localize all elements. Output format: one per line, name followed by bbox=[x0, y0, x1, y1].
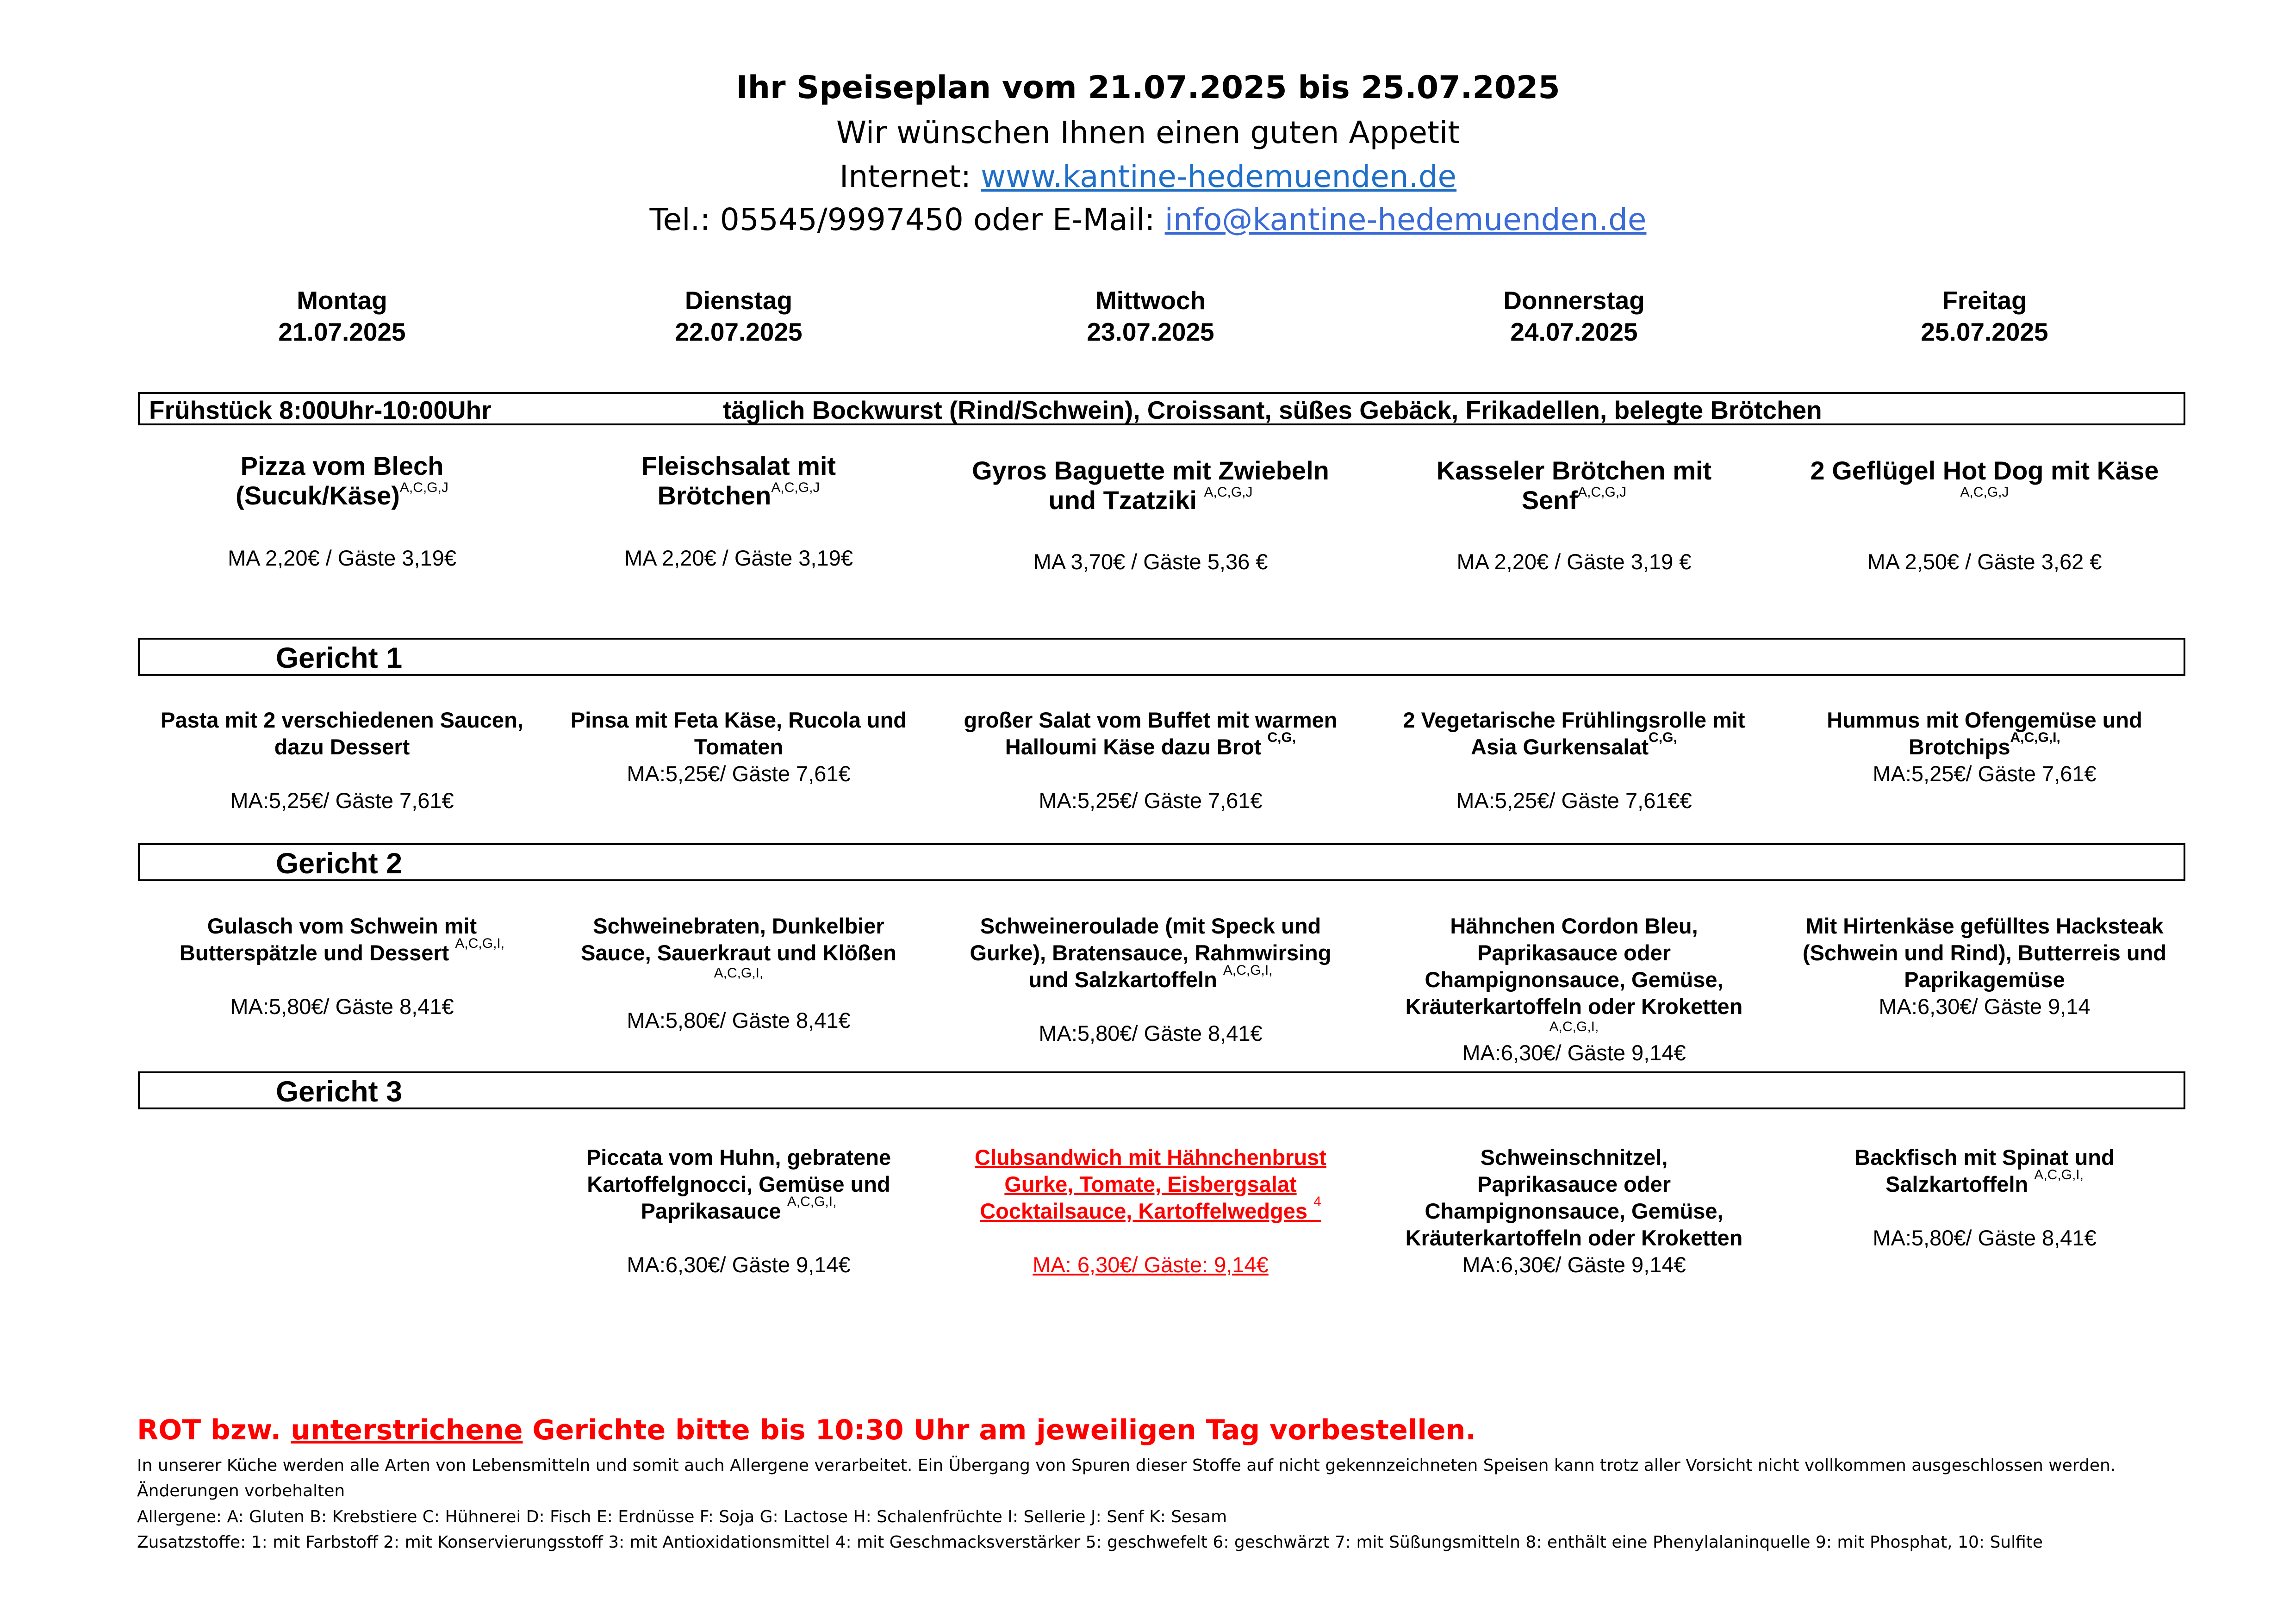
dish-line: Gurke), Bratensauce, Rahmwirsing bbox=[970, 940, 1332, 965]
day-date: 21.07.2025 bbox=[278, 317, 406, 346]
breakfast-label: Frühstück 8:00Uhr-10:00Uhr bbox=[149, 396, 492, 424]
price: MA:6,30€/ Gäste 9,14 bbox=[1879, 994, 2091, 1019]
dish-line: dazu Dessert bbox=[274, 734, 410, 759]
price: MA 2,20€ / Gäste 3,19 € bbox=[1456, 549, 1692, 574]
gericht-1-wednesday bbox=[947, 707, 1354, 814]
section-label: Gericht 1 bbox=[276, 642, 403, 674]
gericht-3-friday bbox=[1781, 1144, 2188, 1251]
gericht-2-bar bbox=[138, 843, 2185, 881]
allergen-codes: A,C,G,I, bbox=[714, 965, 764, 981]
dish-line: und Tzatziki bbox=[1048, 485, 1204, 515]
dish-line: Cocktailsauce, Kartoffelwedges bbox=[980, 1199, 1314, 1223]
gericht-1-tuesday bbox=[535, 707, 942, 787]
breakfast-text: täglich Bockwurst (Rind/Schwein), Croissant, süßes Gebäck, Frikadellen, belegte Brötchen bbox=[723, 396, 1822, 424]
dish-line: Clubsandwich mit Hähnchenbrust bbox=[975, 1145, 1326, 1170]
dish-line: Hähnchen Cordon Bleu, bbox=[1450, 914, 1698, 938]
allergen-codes: C,G, bbox=[1267, 730, 1296, 745]
price: MA:5,80€/ Gäste 8,41€ bbox=[1039, 1021, 1263, 1045]
allergen-codes: A,C,G,I, bbox=[2010, 730, 2060, 745]
dish-line: Champignonsauce, Gemüse, bbox=[1425, 1199, 1724, 1223]
dish-line: Tomaten bbox=[694, 734, 784, 759]
section-label: Gericht 2 bbox=[276, 847, 403, 880]
breakfast-bar bbox=[138, 392, 2185, 425]
gericht-2-monday bbox=[138, 913, 546, 1020]
dish-line: Schweinebraten, Dunkelbier bbox=[593, 914, 884, 938]
note-text: ROT bzw. bbox=[137, 1414, 291, 1446]
dish-line: Pizza vom Blech bbox=[240, 451, 444, 480]
allergen-codes: A,C,G,I, bbox=[1549, 1019, 1599, 1034]
dish-line: Piccata vom Huhn, gebratene bbox=[586, 1145, 891, 1170]
price: MA:5,80€/ Gäste 8,41€ bbox=[1873, 1226, 2097, 1250]
price: MA:5,25€/ Gäste 7,61€ bbox=[627, 761, 851, 786]
dish-line: Paprikasauce bbox=[641, 1199, 787, 1223]
changes-note: Änderungen vorbehalten bbox=[137, 1481, 345, 1500]
allergen-codes: C,G, bbox=[1649, 730, 1677, 745]
dish-line: Butterspätzle und Dessert bbox=[179, 940, 455, 965]
allergen-codes: A,C,G,J bbox=[1578, 485, 1627, 500]
dish-line: 2 Geflügel Hot Dog mit Käse bbox=[1810, 456, 2159, 485]
breakfast-item-friday bbox=[1781, 456, 2188, 515]
dish-line: Kräuterkartoffeln oder Kroketten bbox=[1405, 994, 1743, 1019]
dish-line: Sauce, Sauerkraut und Klößen bbox=[581, 940, 896, 965]
page-title: Ihr Speiseplan vom 21.07.2025 bis 25.07.2025 bbox=[736, 69, 1560, 106]
breakfast-item-wednesday bbox=[947, 456, 1354, 515]
day-name: Freitag bbox=[1942, 286, 2027, 315]
dish-line: Asia Gurkensalat bbox=[1471, 734, 1649, 759]
breakfast-item-monday bbox=[138, 451, 546, 510]
note-text: Gerichte bitte bis 10:30 Uhr am jeweiligen Tag vorbestellen. bbox=[523, 1414, 1476, 1446]
price: MA:5,25€/ Gäste 7,61€ bbox=[1873, 761, 2097, 786]
dish-line: Halloumi Käse dazu Brot bbox=[1005, 734, 1268, 759]
dish-line: Kasseler Brötchen mit bbox=[1436, 456, 1712, 485]
price: MA:6,30€/ Gäste 9,14€ bbox=[1462, 1040, 1686, 1065]
gericht-2-tuesday bbox=[535, 913, 942, 1034]
dish-line: Paprikasauce oder bbox=[1477, 1172, 1671, 1196]
additive-code: 4 bbox=[1313, 1194, 1321, 1209]
price: MA:6,30€/ Gäste 9,14€ bbox=[1462, 1252, 1686, 1277]
website-link[interactable]: www.kantine-hedemuenden.de bbox=[981, 159, 1457, 194]
gericht-2-wednesday bbox=[947, 913, 1354, 1047]
dish-line: und Salzkartoffeln bbox=[1028, 967, 1223, 992]
dish-line: Kräuterkartoffeln oder Kroketten bbox=[1405, 1226, 1743, 1250]
price: MA 3,70€ / Gäste 5,36 € bbox=[1033, 549, 1268, 574]
dish-line: großer Salat vom Buffet mit warmen bbox=[964, 708, 1338, 732]
allergen-codes: A,C,G,J bbox=[1204, 485, 1253, 500]
allergen-codes: A,C,G,I, bbox=[455, 936, 505, 951]
preorder-note bbox=[137, 1414, 1476, 1446]
dish-line: Pinsa mit Feta Käse, Rucola und bbox=[570, 708, 907, 732]
dish-line: Backfisch mit Spinat und bbox=[1854, 1145, 2115, 1170]
day-date: 23.07.2025 bbox=[1087, 317, 1214, 346]
day-header-tuesday bbox=[535, 285, 942, 348]
day-date: 22.07.2025 bbox=[675, 317, 803, 346]
day-header-monday bbox=[138, 285, 546, 348]
allergen-legend: Allergene: A: Gluten B: Krebstiere C: Hühnerei D: Fisch E: Erdnüsse F: Soja G: Lactose H: Schalenfrüchte I: Sellerie J: Senf K: Sesam bbox=[137, 1507, 1227, 1526]
gericht-1-friday bbox=[1781, 707, 2188, 787]
gericht-1-thursday bbox=[1370, 707, 1778, 814]
dish-line: Paprikasauce oder bbox=[1477, 940, 1671, 965]
allergen-codes: A,C,G,I, bbox=[2034, 1167, 2084, 1182]
allergen-codes: A,C,G,I, bbox=[787, 1194, 837, 1209]
gericht-2-friday bbox=[1781, 913, 2188, 1020]
dish-line: Salzkartoffeln bbox=[1885, 1172, 2035, 1196]
dish-line: Gurke, Tomate, Eisbergsalat bbox=[1004, 1172, 1297, 1196]
day-header-thursday bbox=[1370, 285, 1778, 348]
gericht-1-monday bbox=[138, 707, 546, 814]
internet-label: Internet: bbox=[839, 159, 981, 194]
gericht-3-tuesday bbox=[535, 1144, 942, 1278]
dish-line: Gyros Baguette mit Zwiebeln bbox=[972, 456, 1329, 485]
dish-line: Pasta mit 2 verschiedenen Saucen, bbox=[161, 708, 523, 732]
day-date: 24.07.2025 bbox=[1510, 317, 1638, 346]
dish-line: Brotchips bbox=[1909, 734, 2010, 759]
dish-line: Fleischsalat mit bbox=[641, 451, 836, 480]
allergy-disclaimer: In unserer Küche werden alle Arten von Lebensmitteln und somit auch Allergene verarbeitet. Ein Übergang von Spuren dieser Stoffe auf nicht gekennzeichneten Speisen kann trotz aller Vorsicht nicht vollkommen ausgeschlossen werden. bbox=[137, 1456, 2116, 1475]
note-underlined: unterstrichene bbox=[291, 1414, 523, 1446]
dish-line: (Schwein und Rind), Butterreis und bbox=[1803, 940, 2166, 965]
day-name: Dienstag bbox=[684, 286, 793, 315]
section-label: Gericht 3 bbox=[276, 1076, 403, 1108]
price: MA:5,25€/ Gäste 7,61€€ bbox=[1456, 788, 1692, 813]
price: MA:5,25€/ Gäste 7,61€ bbox=[1039, 788, 1263, 813]
additive-legend: Zusatzstoffe: 1: mit Farbstoff 2: mit Konservierungsstoff 3: mit Antioxidationsmittel 4: mit Geschmacksverstärker 5: geschwefelt 6: geschwärzt 7: mit Süßungsmitteln 8: enthält eine Phenylalaninquelle 9: mit Phosphat, 10: Sulfite bbox=[137, 1533, 2043, 1552]
dish-line: Senf bbox=[1521, 485, 1578, 515]
price: MA 2,20€ / Gäste 3,19€ bbox=[624, 546, 853, 570]
day-header-friday bbox=[1781, 285, 2188, 348]
dish-line: Mit Hirtenkäse gefülltes Hacksteak bbox=[1805, 914, 2164, 938]
page-subtitle: Wir wünschen Ihnen einen guten Appetit bbox=[836, 115, 1460, 150]
contact-line bbox=[0, 202, 2296, 237]
price: MA: 6,30€/ Gäste: 9,14€ bbox=[1033, 1252, 1269, 1277]
price: MA:5,25€/ Gäste 7,61€ bbox=[230, 788, 454, 813]
allergen-codes: A,C,G,J bbox=[399, 480, 448, 495]
dish-line: (Sucuk/Käse) bbox=[236, 481, 400, 510]
price: MA:5,80€/ Gäste 8,41€ bbox=[230, 994, 454, 1019]
price: MA 2,50€ / Gäste 3,62 € bbox=[1867, 549, 2102, 574]
contact-label: Tel.: 05545/9997450 oder E-Mail: bbox=[649, 202, 1165, 237]
day-date: 25.07.2025 bbox=[1921, 317, 2048, 346]
price: MA:5,80€/ Gäste 8,41€ bbox=[627, 1008, 851, 1033]
allergen-codes: A,C,G,I, bbox=[1223, 963, 1273, 978]
price: MA 2,20€ / Gäste 3,19€ bbox=[228, 546, 456, 570]
dish-line: 2 Vegetarische Frühlingsrolle mit bbox=[1403, 708, 1745, 732]
day-name: Donnerstag bbox=[1503, 286, 1645, 315]
dish-line: Schweinschnitzel, bbox=[1480, 1145, 1668, 1170]
dish-line: Schweineroulade (mit Speck und bbox=[980, 914, 1321, 938]
gericht-1-bar bbox=[138, 638, 2185, 676]
dish-line: Gulasch vom Schwein mit bbox=[207, 914, 477, 938]
internet-line bbox=[0, 159, 2296, 194]
gericht-3-bar bbox=[138, 1071, 2185, 1109]
allergen-codes: A,C,G,J bbox=[1960, 485, 2009, 500]
gericht-3-wednesday-highlighted bbox=[947, 1144, 1354, 1278]
breakfast-item-tuesday bbox=[535, 451, 942, 510]
dish-line: Kartoffelgnocci, Gemüse und bbox=[587, 1172, 890, 1196]
day-header-wednesday bbox=[947, 285, 1354, 348]
email-link[interactable]: info@kantine-hedemuenden.de bbox=[1164, 202, 1647, 237]
allergen-codes: A,C,G,J bbox=[771, 480, 820, 495]
gericht-3-thursday bbox=[1370, 1144, 1778, 1278]
day-name: Mittwoch bbox=[1095, 286, 1206, 315]
breakfast-item-thursday bbox=[1370, 456, 1778, 515]
price: MA:6,30€/ Gäste 9,14€ bbox=[627, 1252, 851, 1277]
dish-line: Champignonsauce, Gemüse, bbox=[1425, 967, 1724, 992]
gericht-2-thursday bbox=[1370, 913, 1778, 1066]
day-name: Montag bbox=[297, 286, 387, 315]
dish-line: Brötchen bbox=[657, 481, 772, 510]
dish-line: Hummus mit Ofengemüse und bbox=[1827, 708, 2142, 732]
dish-line: Paprikagemüse bbox=[1904, 967, 2065, 992]
